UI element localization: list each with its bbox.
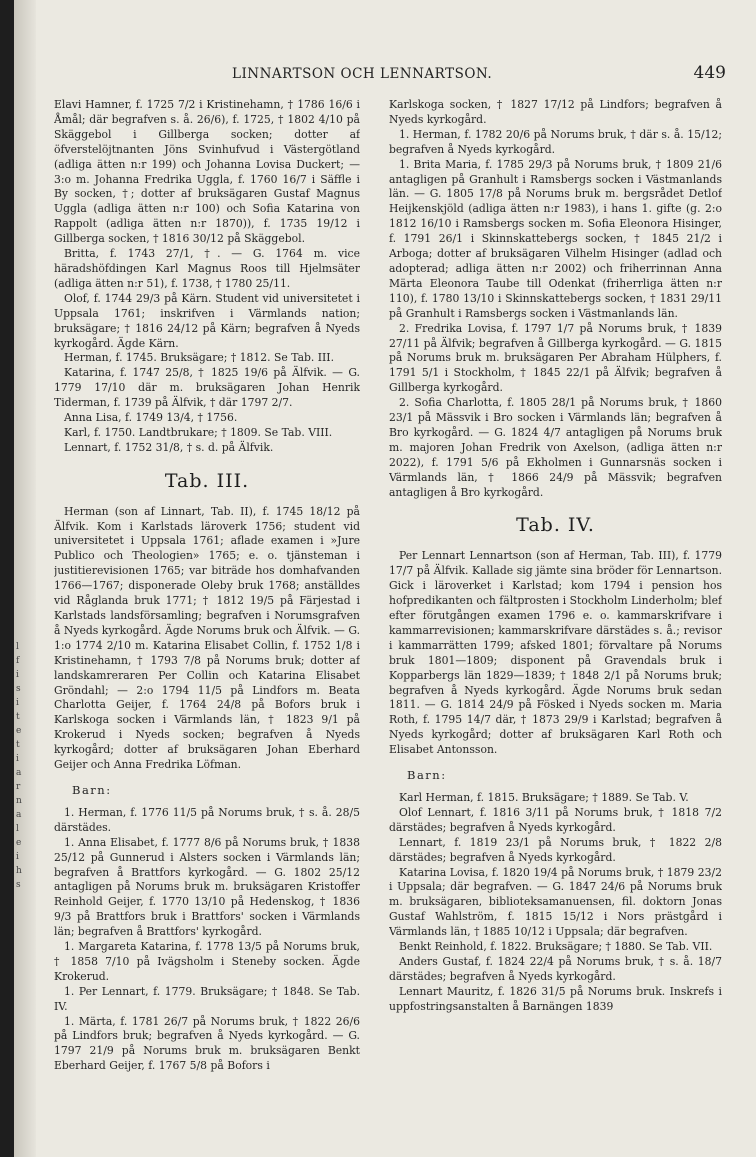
child-entry: 1. Anna Elisabet, f. 1777 8/6 på Norums bruk, † 1838 25/12 på Gunnerud i Alsters socken i Värmlands län; begrafven å Brattfors kyrkogård. — G. 1802 25/12 antagligen på Norums bruk m. bruksägaren Kristoffer Reinhold Geijer, f. 1770 13/10 på Hedenskog, † 1836 9/3 på Brattfors bruk i Brattfors' socken i Värmlands län; begrafven å Brattfors' kyrkogård. [54, 835, 360, 939]
section-heading-tab-4: Tab. IV. [516, 514, 595, 537]
right-column [389, 98, 722, 1143]
children-label: Barn: [407, 768, 447, 783]
margin-mark: e [16, 726, 22, 736]
paragraph: Britta, f. 1743 27/1, †. — G. 1764 m. vice häradshöfdingen Karl Magnus Roos till Hjelmsäter (adliga ätten n:r 51), f. 1738, † 1780 25/11. [54, 247, 360, 290]
margin-mark: i [16, 670, 19, 680]
margin-mark: i [16, 852, 19, 862]
margin-mark: f [16, 656, 20, 666]
child-entry: Lennart Mauritz, f. 1826 31/5 på Norums bruk. Inskrefs i uppfostringsanstalten å Barnängen 1839 [389, 984, 722, 1013]
margin-mark: i [16, 754, 19, 764]
child-entry: 1. Herman, f. 1776 11/5 på Norums bruk, † s. å. 28/5 därstädes. [54, 805, 360, 834]
paragraph: Katarina, f. 1747 25/8, † 1825 19/6 på Älfvik. — G. 1779 17/10 där m. bruksägaren Johan Henrik Tiderman, f. 1739 på Älfvik, † där 1797 2/7. [54, 366, 360, 410]
paragraph: Elavi Hamner, f. 1725 7/2 i Kristinehamn, † 1786 16/6 i Åmål; där begrafven s. å. 26/6), f. 1725, † 1802 4/10 på Skäggebol i Gillberga socken; dotter af öfverstelöjtnanten Jöns Svinhufvud i Västergötland (adliga ätten n:r 199) och Johanna Lovisa Duckert; — 3:o m. Johanna Fredrika Uggla, f. 1760 16/7 i Säffle i By socken, †; dotter af bruksägaren Gustaf Magnus Uggla (adliga ätten n:r 100) och Sofia Katarina von Rappolt (adliga ätten n:r 1870)), f. 1735 19/12 i Gillberga socken, † 1816 30/12 på Skäggebol. [54, 98, 360, 246]
margin-mark: l [16, 824, 19, 834]
margin-mark: r [16, 782, 21, 792]
left-column [54, 98, 360, 1143]
book-page [14, 0, 756, 1157]
paragraph: Per Lennart Lennartson (son af Herman, Tab. III), f. 1779 17/7 på Älfvik. Kallade sig jämte sina bröder för Lennartson. Gick i läroverket i Karlstad; kom 1794 i pension hos hofpredikanten och fältprosten i Stockholm Linderholm; blef efter förutgången examen 1796 e. o. kammarskrifvare i kammarrevisionen; kammarskrifvare därstädes s. å.; revisor i kammarrätten 1799; afsked 1801; förvaltare på Norums bruk 1801—1809; disponent på Gravendals bruk i Kopparbergs län 1829—1839; † 1848 2/1 på Norums bruk; begrafven å Nyeds kyrkogård. Ägde Norums bruk sedan 1811. — G. 1814 24/9 på Fösked i Nyeds socken m. Maria Roth, f. 1795 14/7 där, † 1873 29/9 i Karlstad; begrafven å Nyeds kyrkogård; dotter af bruksägaren Karl Roth och Elisabet Antonsson. [389, 549, 722, 757]
paragraph: 2. Sofia Charlotta, f. 1805 28/1 på Norums bruk, † 1860 23/1 på Mässvik i Bro socken i Värmlands län; begrafven å Bro kyrkogård. — G. 1824 4/7 antagligen på Norums bruk m. majoren Johan Fredrik von Axelson, (adliga ätten n:r 2022), f. 1791 5/6 på Ekholmen i Gunnarsnäs socken i Värmlands län, † 1866 24/9 på Mässvik; begrafven antagligen å Bro kyrkogård. [389, 396, 722, 499]
child-entry: Lennart, f. 1819 23/1 på Norums bruk, † 1822 2/8 därstädes; begrafven å Nyeds kyrkogård. [389, 835, 722, 864]
paragraph: Karlskoga socken, † 1827 17/12 på Lindfors; begrafven å Nyeds kyrkogård. [389, 98, 722, 126]
paragraph: Herman (son af Linnart, Tab. II), f. 1745 18/12 på Älfvik. Kom i Karlstads läroverk 1756; student vid universitetet i Uppsala 1761; aflade examen i »Jure Publico och Theologien» 1765; e. o. tjänsteman i justitierevisionen 1765; var biträde hos domhafvanden 1766—1767; disponerade Oleby bruk 1768; anställdes vid Råglanda bruk 1771; † 1812 19/5 på Färjestad i Karlstads landsförsamling; begrafven i Norumsgrafven å Nyeds kyrkogård. Ägde Norums bruk och Älfvik. — G. 1:o 1774 2/10 m. Katarina Elisabet Collin, f. 1752 1/8 i Kristinehamn, † 1793 7/8 på Norums bruk; dotter af landskamreraren Per Collin och Katarina Elisabet Gröndahl; — 2:o 1794 11/5 på Lindfors m. Beata Charlotta Geijer, f. 1764 24/8 på Bofors bruk i Karlskoga socken i Värmlands län, † 1823 9/1 på Krokerud i Nyeds socken; begrafven å Nyeds kyrkogård; dotter af bruksägaren Johan Eberhard Geijer och Anna Fredrika Löfman. [54, 504, 360, 772]
page-header [14, 63, 756, 90]
section-heading-tab-3: Tab. III. [164, 469, 250, 492]
child-entry: 1. Märta, f. 1781 26/7 på Norums bruk, † 1822 26/6 på Lindfors bruk; begrafven å Nyeds kyrkogård. — G. 1797 21/9 på Norums bruk m. bruksägaren Benkt Eberhard Geijer, f. 1767 5/8 på Bofors i [54, 1014, 360, 1073]
margin-mark: l [16, 642, 19, 652]
child-entry: 1. Per Lennart, f. 1779. Bruksägare; † 1848. Se Tab. IV. [54, 984, 360, 1013]
margin-mark: i [16, 698, 19, 708]
child-entry: Benkt Reinhold, f. 1822. Bruksägare; † 1880. Se Tab. VII. [399, 940, 713, 954]
margin-marks [16, 640, 28, 892]
child-entry: Karl Herman, f. 1815. Bruksägare; † 1889. Se Tab. V. [399, 790, 689, 804]
margin-mark: t [16, 740, 20, 750]
paragraph: Lennart, f. 1752 31/8, † s. d. på Älfvik. [64, 440, 274, 454]
paragraph: 2. Fredrika Lovisa, f. 1797 1/7 på Norums bruk, † 1839 27/11 på Älfvik; begrafven å Gillberga kyrkogård. — G. 1815 på Norums bruk m. bruksägaren Per Abraham Hülphers, f. 1791 5/1 i Stockholm, † 1845 22/1 på Älfvik; begrafven å Gillberga kyrkogård. [389, 321, 722, 395]
margin-mark: h [16, 866, 22, 876]
margin-mark: s [16, 880, 21, 890]
margin-mark: a [16, 810, 22, 820]
paragraph: Karl, f. 1750. Landtbrukare; † 1809. Se Tab. VIII. [64, 425, 333, 439]
margin-mark: t [16, 712, 20, 722]
running-title: LINNARTSON OCH LENNARTSON. [232, 66, 493, 82]
child-entry: Anders Gustaf, f. 1824 22/4 på Norums bruk, † s. å. 18/7 därstädes; begrafven å Nyeds kyrkogård. [389, 954, 722, 983]
margin-mark: e [16, 838, 22, 848]
margin-mark: n [16, 796, 22, 806]
children-label: Barn: [72, 782, 112, 797]
paragraph: Anna Lisa, f. 1749 13/4, † 1756. [64, 411, 238, 425]
child-entry: 1. Margareta Katarina, f. 1778 13/5 på Norums bruk, † 1858 7/10 på Ivägsholm i Steneby socken. Ägde Krokerud. [54, 940, 360, 983]
margin-mark: s [16, 684, 21, 694]
paragraph: Herman, f. 1745. Bruksägare; † 1812. Se Tab. III. [64, 351, 335, 365]
paragraph: Olof, f. 1744 29/3 på Kärn. Student vid universitetet i Uppsala 1761; inskrifven i Värmlands nation; bruksägare; † 1816 24/12 på Kärn; begrafven å Nyeds kyrkogård. Ägde Kärn. [54, 291, 360, 350]
child-entry: Olof Lennart, f. 1816 3/11 på Norums bruk, † 1818 7/2 därstädes; begrafven å Nyeds kyrkogård. [389, 805, 722, 834]
paragraph: 1. Herman, f. 1782 20/6 på Norums bruk, † där s. å. 15/12; begrafven å Nyeds kyrkogård. [389, 127, 722, 156]
page-spine-shadow [14, 0, 36, 1157]
paragraph: 1. Brita Maria, f. 1785 29/3 på Norums bruk, † 1809 21/6 antagligen på Granhult i Ramsbergs socken i Västmanlands län. — G. 1805 17/8 på Norums bruk m. bergsrådet Detlof Heijkenskjöld (adliga ätten n:r 1983), i hans 1. gifte (g. 2:o 1812 16/10 i Ramsbergs socken m. Sofia Eleonora Hisinger, f. 1791 26/1 i Skinnskattebergs socken, † 1845 21/2 i Arboga; dotter af bruksägaren Vilhelm Hisinger (adlad och adopterad; adliga ätten n:r 2002) och friherrinnan Anna Märta Eleonora Taube till Odenkat (friherrliga ätten n:r 110), f. 1780 13/10 i Skinnskattebergs socken, † 1831 29/11 på Granhult i Ramsbergs socken i Västmanlands län. [389, 157, 722, 320]
page-number: 449 [693, 63, 726, 83]
margin-mark: a [16, 768, 22, 778]
child-entry: Katarina Lovisa, f. 1820 19/4 på Norums bruk, † 1879 23/2 i Uppsala; där begrafven. — G. 1847 24/6 på Norums bruk m. bruksägaren, biblioteksamanuensen, fil. doktorn Jonas Gustaf Wahlström, f. 1815 15/12 i Nors prästgård i Värmlands län, † 1885 10/12 i Uppsala; där begrafven. [389, 865, 722, 939]
